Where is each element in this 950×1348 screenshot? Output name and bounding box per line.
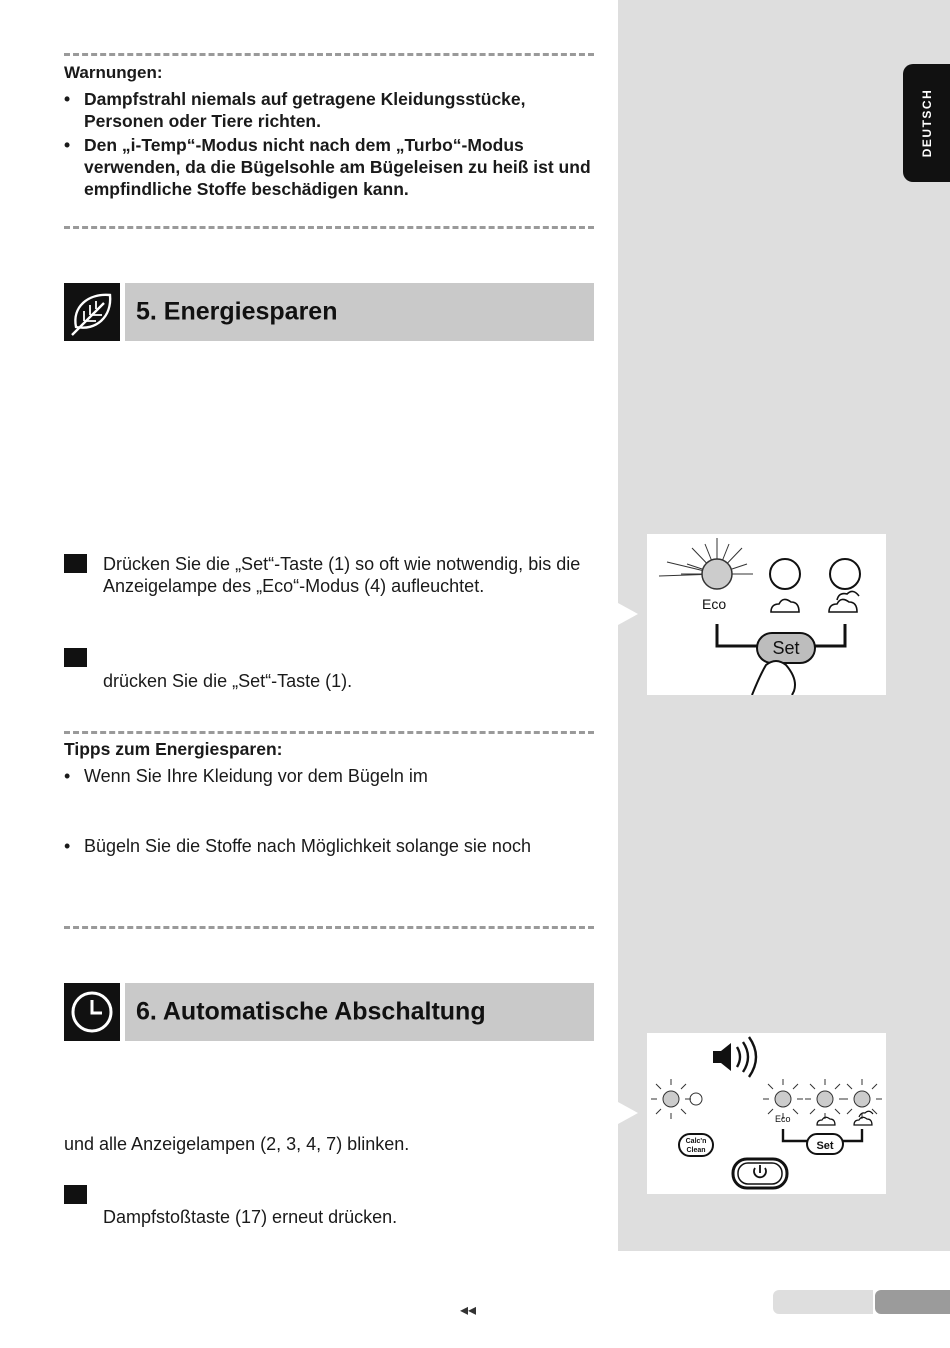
section-title: 5. Energiesparen bbox=[136, 297, 338, 326]
step-text: Drücken Sie die „Set“-Taste (1) so oft wie notwendig, bis die Anzeigelampe des „Eco“-Modus (4) aufleuchtet. bbox=[103, 554, 581, 596]
page-nav-arrows-icon: ◂◂ bbox=[460, 1302, 477, 1319]
step-text: Dampfstoßtaste (17) erneut drücken. bbox=[103, 1207, 398, 1227]
set-label: Set bbox=[772, 638, 800, 658]
divider bbox=[64, 226, 594, 229]
tip-item: • Bügeln Sie die Stoffe nach Möglichkeit solange sie noch bbox=[64, 835, 594, 857]
footer-tab bbox=[875, 1290, 950, 1314]
language-tab bbox=[903, 64, 950, 182]
finger-icon bbox=[752, 661, 795, 695]
warning-item: • Den „i-Temp“-Modus nicht nach dem „Turbo“-Modus verwenden, da die Bügelsohle am Bügeleisen zu heiß ist und empfindliche Stoffe beschädigen kann. bbox=[64, 134, 594, 200]
warnings-list bbox=[64, 88, 594, 202]
divider bbox=[64, 926, 594, 929]
warning-item: • Dampfstrahl niemals auf getragene Kleidungsstücke, Personen oder Tiere richten. bbox=[64, 88, 594, 132]
steam-low-icon bbox=[817, 1117, 835, 1125]
step-text: drücken Sie die „Set“-Taste (1). bbox=[103, 671, 353, 691]
divider bbox=[64, 731, 594, 734]
footer-tab bbox=[773, 1290, 873, 1314]
steam-low-icon bbox=[771, 599, 799, 612]
leaf-icon bbox=[64, 283, 120, 341]
figure-pointer bbox=[618, 603, 638, 625]
step-marker bbox=[64, 554, 87, 573]
speaker-icon bbox=[713, 1037, 756, 1077]
section-heading bbox=[125, 983, 594, 1041]
steam-high-icon bbox=[854, 1111, 873, 1125]
auto-off-figure bbox=[647, 1033, 886, 1194]
control-panel-figure bbox=[647, 534, 886, 695]
lamp-icon bbox=[770, 559, 800, 589]
eco-label: Eco bbox=[702, 596, 727, 612]
body-text: und alle Anzeigelampen (2, 3, 4, 7) blinken. bbox=[64, 1134, 410, 1154]
set-label: Set bbox=[816, 1140, 834, 1152]
section-heading bbox=[125, 283, 594, 341]
calc-label: Calc'n bbox=[685, 1138, 707, 1145]
section-title: 6. Automatische Abschaltung bbox=[136, 997, 486, 1026]
blinking-lamps-icon bbox=[651, 1079, 882, 1119]
language-tab-label: DEUTSCH bbox=[919, 88, 934, 158]
step-marker bbox=[64, 1185, 87, 1204]
warnings-title: Warnungen: bbox=[64, 63, 163, 82]
clean-label: Clean bbox=[686, 1147, 706, 1154]
steam-high-icon bbox=[829, 591, 859, 612]
tips-list bbox=[64, 765, 594, 857]
tip-item: • Wenn Sie Ihre Kleidung vor dem Bügeln im bbox=[64, 765, 594, 787]
divider bbox=[64, 53, 594, 56]
figure-pointer bbox=[618, 1102, 638, 1124]
clock-icon bbox=[64, 983, 120, 1041]
eco-label: Eco bbox=[775, 1114, 791, 1124]
tips-title: Tipps zum Energiesparen: bbox=[64, 739, 283, 759]
lamp-icon bbox=[830, 559, 860, 589]
eco-lamp-icon bbox=[702, 559, 732, 589]
step-marker bbox=[64, 648, 87, 667]
